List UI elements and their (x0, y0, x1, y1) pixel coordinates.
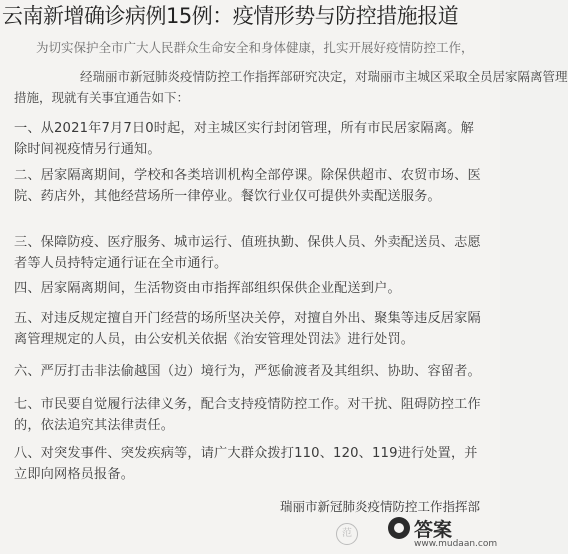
notice-item-2: 二、居家隔离期间，学校和各类培训机构全部停课。除保供超市、农贸市场、医院、药店外，其他经营场所一律停业。餐饮行业仅可提供外卖配送服务。 (14, 168, 481, 204)
issuer-signature: 瑞丽市新冠肺炎疫情防控工作指挥部 (279, 499, 480, 514)
notice-item-6: 六、严厉打击非法偷越国（边）境行为，严惩偷渡者及其组织、协助、容留者。 (14, 364, 481, 379)
intro-line-3: 措施，现就有关事宜通告如下： (14, 90, 190, 105)
intro-line-2: 经瑞丽市新冠肺炎疫情防控工作指挥部研究决定，对瑞丽市主城区采取全员居家隔离管理 (80, 69, 568, 84)
notice-item-8: 八、对突发事件、突发疾病等，请广大群众拨打110、120、119进行处置，并立即向网格员报备。 (14, 446, 478, 482)
logo-seal-icon (388, 517, 410, 539)
notice-item-5: 五、对违反规定擅自开门经营的场所坚决关停，对擅自外出、聚集等违反居家隔离管理规定的人员，由公安机关依据《治安管理处罚法》进行处罚。 (14, 311, 481, 347)
notice-item-1: 一、从2021年7月7日0时起，对主城区实行封闭管理，所有市民居家隔离。解除时间视疫情另行通知。 (14, 121, 474, 157)
logo-name: 答案 (414, 519, 453, 541)
watermark-stamp: 范 (336, 523, 358, 545)
notice-item-7: 七、市民要自觉履行法律义务，配合支持疫情防控工作。对干扰、阻碍防控工作的，依法追究其法律责任。 (14, 397, 481, 433)
intro-line-1: 为切实保护全市广大人民群众生命安全和身体健康，扎实开展好疫情防控工作， (36, 40, 474, 55)
article-headline: 云南新增确诊病例15例：疫情形势与防控措施报道 (2, 4, 459, 28)
notice-item-4: 四、居家隔离期间，生活物资由市指挥部组织保供企业配送到户。 (14, 281, 401, 296)
watermark-logo (388, 515, 498, 551)
logo-url: www.mudaan.com (414, 539, 498, 549)
notice-item-3: 三、保障防疫、医疗服务、城市运行、值班执勤、保供人员、外卖配送员、志愿者等人员持特定通行证在全市通行。 (14, 235, 481, 271)
